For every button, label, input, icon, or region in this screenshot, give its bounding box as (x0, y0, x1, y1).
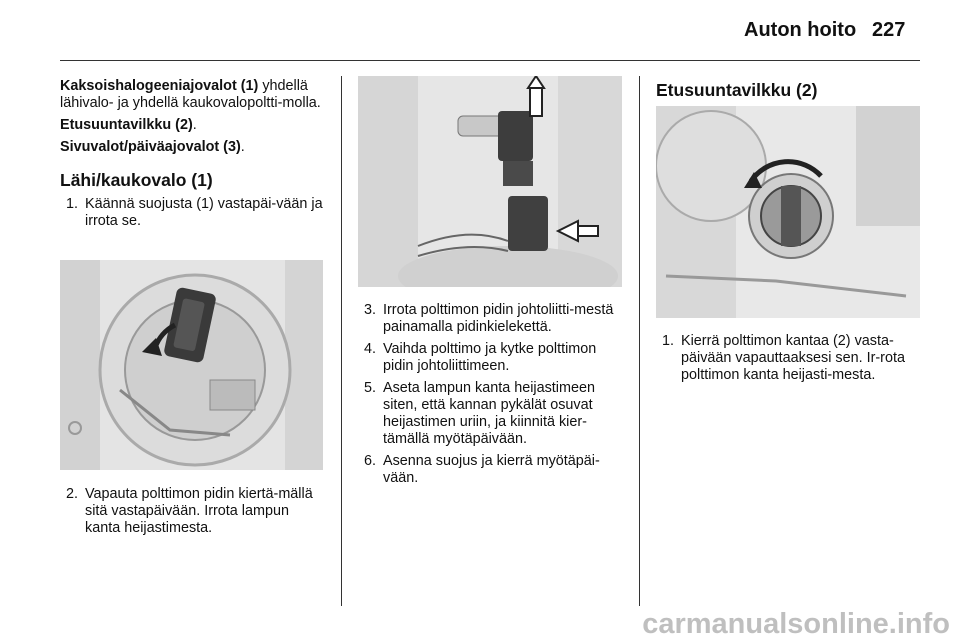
step-text: Aseta lampun kanta heijastimeen siten, että kannan pykälät osuvat heijastimen uriin, ja kiinnitä kier-tämällä myötäpäivään. (383, 380, 595, 447)
headlamp-cover-photo (60, 260, 323, 470)
step-text: Irrota polttimon pidin johtoliitti-mestä painamalla pidinkielekettä. (383, 302, 614, 335)
column-1 (60, 78, 328, 230)
page-number: 227 (872, 19, 906, 41)
section-heading: Etusuuntavilkku (2) (656, 80, 818, 100)
step-number: 2. (66, 486, 79, 502)
step-1 (656, 333, 922, 384)
step-4 (358, 341, 624, 375)
turn-signal-period: . (192, 117, 197, 133)
step-number: 6. (364, 453, 377, 469)
column-divider (639, 76, 640, 606)
side-light-bold: Sivuvalot/päiväajovalot (3) (60, 139, 241, 155)
step-number: 1. (662, 333, 675, 349)
side-light-period: . (240, 139, 245, 155)
column-divider (341, 76, 342, 606)
side-light-line (60, 139, 328, 156)
step-1 (60, 196, 328, 230)
section-heading: Lähi/kaukovalo (1) (60, 170, 213, 190)
step-3 (358, 302, 624, 336)
intro-text: yhdellä lähivalo- ja yhdellä kaukovalopoltti-molla. (60, 78, 321, 111)
turn-signal-bold: Etusuuntavilkku (2) (60, 117, 193, 133)
step-5 (358, 380, 624, 448)
column-2 (358, 302, 624, 487)
intro-bold: Kaksoishalogeeniajovalot (1) (60, 78, 259, 94)
column-3-heading (656, 79, 920, 101)
intro-paragraph (60, 78, 328, 112)
step-number: 1. (66, 196, 79, 212)
step-text: Kierrä polttimon kantaa (2) vasta-päivään vapauttaaksesi sen. Ir-rota polttimon kanta heijasti-mesta. (681, 333, 905, 383)
step-6 (358, 453, 624, 487)
step-text: Vaihda polttimo ja kytke polttimon pidin johtoliittimeen. (383, 341, 597, 374)
bulb-holder-photo (358, 76, 622, 287)
step-number: 3. (364, 302, 377, 318)
step-text: Vapauta polttimon pidin kiertä-mällä sitä vastapäivään. Irrota lampun kanta heijastimesta. (85, 486, 313, 536)
turn-signal-photo (656, 106, 920, 318)
turn-signal-line (60, 117, 328, 134)
step-text: Käännä suojusta (1) vastapäi-vään ja irrota se. (85, 196, 323, 229)
section-title: Auton hoito (744, 19, 857, 41)
step-2 (60, 486, 328, 537)
header-rule (60, 60, 920, 61)
watermark: carmanualsonline.info (642, 608, 950, 640)
step-number: 5. (364, 380, 377, 396)
step-text: Asenna suojus ja kierrä myötäpäi-vään. (383, 453, 600, 486)
column-3 (656, 333, 922, 384)
step-number: 4. (364, 341, 377, 357)
column-1-lower (60, 486, 328, 537)
